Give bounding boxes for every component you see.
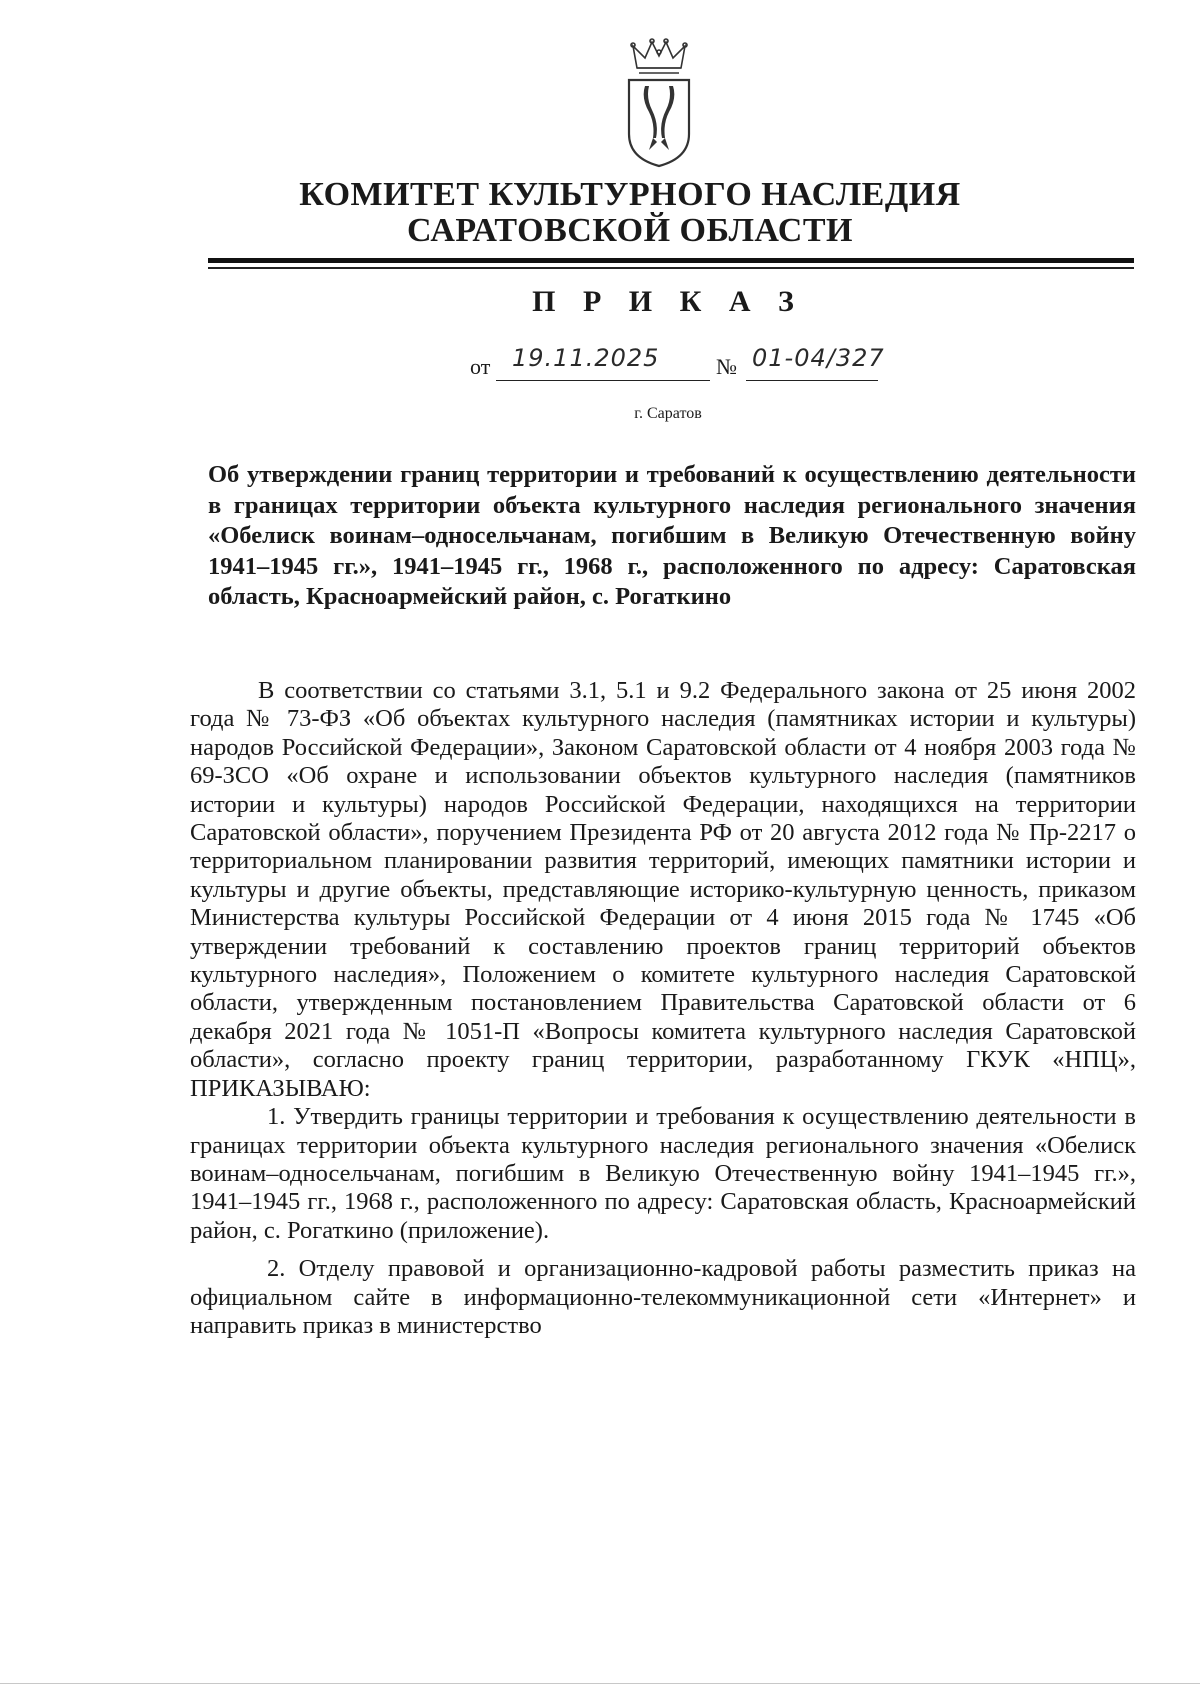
saratov-coat-of-arms-icon [623,38,695,168]
order-subject: Об утверждении границ территории и требований к осуществлению деятельности в границах территории объекта культурного наследия регионального значения «Обелиск воинам–односельчанам, погибшим в Великую Отечественную войну 1941–1945 гг.», 1941–1945 гг., 1968 г., расположенного по адресу: Саратовская область, Красноармейский район, с. Рогаткино [208,461,1136,610]
number-prefix: № [716,354,737,379]
order-city: г. Саратов [634,405,702,422]
order-number: 01-04/327 [752,344,885,372]
body-preamble: В соответствии со статьями 3.1, 5.1 и 9.2 Федерального закона от 25 июня 2002 года № 73-ФЗ «Об объектах культурного наследия (памятниках истории и культуры) народов Российской Федерации», Законом Саратовской области от 4 ноября 2003 года № 69-ЗСО «Об охране и использовании объектов культурного наследия (памятников истории и культуры) народов Российской Федерации, находящихся на территории Саратовской области», поручением Президента РФ от 20 августа 2012 года № Пр-2217 о территориальном планировании развития территорий, имеющих памятники истории и культуры и другие объекты, представляющие историко-культурную ценность, приказом Министерства культуры Российской Федерации от 4 июня 2015 года № 1745 «Об утверждении требований к составлению проектов границ территорий объектов культурного наследия», Положением о комитете культурного наследия Саратовской области, утвержденным постановлением Правительства Саратовской области от 6 декабря 2021 года № 1051-П «Вопросы комитета культурного наследия Саратовской области», согласно проекту границ территории, разработанному ГКУК «НПЦ», ПРИКАЗЫВАЮ: [190,677,1136,1102]
order-item-1: 1. Утвердить границы территории и требования к осуществлению деятельности в границах территории объекта культурного наследия регионального значения «Обелиск воинам–односельчанам, погибшим в Великую Отечественную войну 1941–1945 гг.», 1941–1945 гг., 1968 г., расположенного по адресу: Саратовская область, Красноармейский район, с. Рогаткино (приложение). [190,1103,1136,1244]
order-date: 19.11.2025 [512,344,660,372]
scan-edge-line [0,1683,1200,1684]
date-prefix: от [470,354,491,379]
committee-name-line2: САРАТОВСКОЙ ОБЛАСТИ [407,212,853,249]
committee-name-line1: КОМИТЕТ КУЛЬТУРНОГО НАСЛЕДИЯ [299,176,961,213]
order-item-2: 2. Отделу правовой и организационно-кадровой работы разместить приказ на официальном сайте в информационно-телекоммуникационной сети «Интернет» и направить приказ в министерство [190,1255,1136,1339]
order-title: П Р И К А З [532,285,804,318]
order-body [190,677,1136,1340]
header-divider-thick [208,258,1134,263]
header-divider-thin [208,267,1134,269]
